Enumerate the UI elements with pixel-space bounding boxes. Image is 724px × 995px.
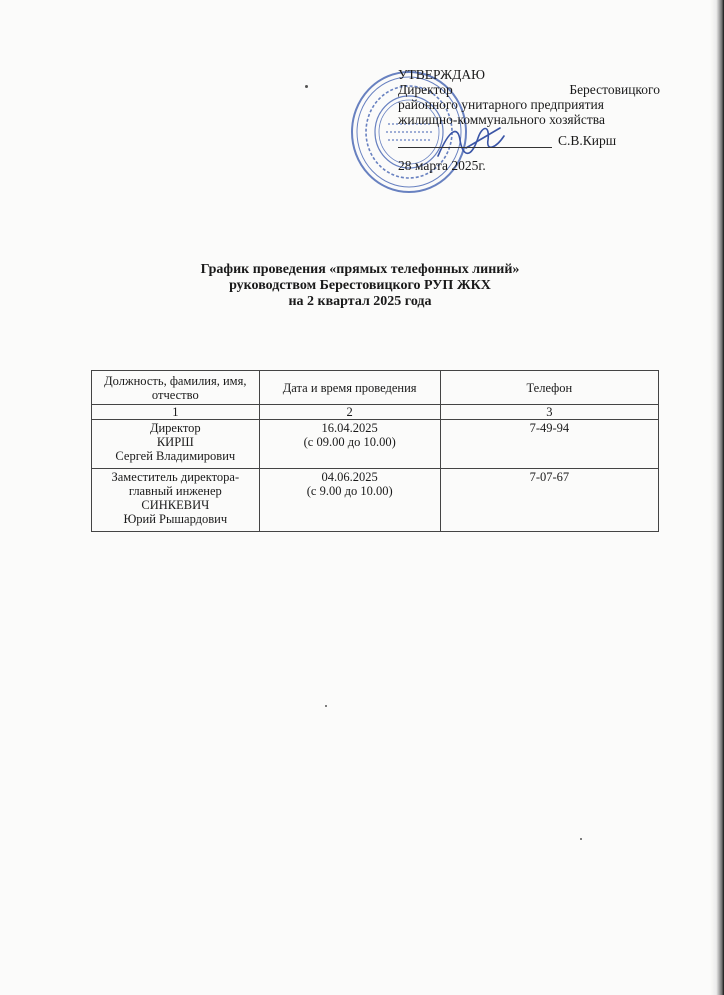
column-numbers-row: [92, 405, 659, 420]
table-header-row: [92, 371, 659, 405]
document-title: [150, 262, 570, 310]
scan-speck: [580, 838, 582, 840]
schedule-table: [91, 370, 659, 532]
surname: СИНКЕВИЧ: [141, 498, 210, 512]
approval-position-line2: районного унитарного предприятия: [398, 97, 604, 112]
given-names: Сергей Владимирович: [115, 449, 236, 463]
approval-position-left: Директор: [398, 82, 453, 97]
cell-phone: 7-07-67: [440, 469, 658, 532]
position-title: Заместитель директора-: [111, 470, 240, 484]
title-line-1: График проведения «прямых телефонных линий»: [200, 262, 520, 277]
time-range: (с 09.00 до 10.00): [303, 435, 396, 449]
given-names: Юрий Рышардович: [123, 512, 228, 526]
date: 16.04.2025: [321, 421, 378, 435]
title-line-3: на 2 квартал 2025 года: [288, 294, 432, 309]
position-title: Директор: [149, 421, 201, 435]
header-position: Должность, фамилия, имя, отчество: [92, 371, 260, 405]
cell-position: [92, 469, 260, 532]
scan-edge-shadow: [710, 0, 724, 995]
approval-heading: УТВЕРЖДАЮ: [398, 67, 486, 82]
table-row: [92, 420, 659, 469]
surname: КИРШ: [156, 435, 194, 449]
approval-date: 28 марта 2025г.: [398, 158, 486, 173]
column-number: 3: [440, 405, 658, 420]
header-phone: Телефон: [440, 371, 658, 405]
cell-phone: 7-49-94: [440, 420, 658, 469]
signature-line: [398, 133, 552, 148]
column-number: 1: [92, 405, 260, 420]
column-number: 2: [259, 405, 440, 420]
signature-row: [398, 133, 660, 148]
title-line-2: руководством Берестовицкого РУП ЖКХ: [229, 278, 491, 293]
cell-position: [92, 420, 260, 469]
approval-position-right: Берестовицкого: [569, 82, 660, 97]
scan-speck: [305, 85, 308, 88]
approval-position-line3: жилищно-коммунального хозяйства: [398, 112, 605, 127]
table-row: [92, 469, 659, 532]
scan-speck: [325, 705, 327, 707]
approval-block: [398, 67, 660, 173]
time-range: (с 9.00 до 10.00): [306, 484, 393, 498]
cell-datetime: [259, 469, 440, 532]
header-datetime: Дата и время проведения: [259, 371, 440, 405]
approval-position: [398, 82, 660, 97]
date: 04.06.2025: [321, 470, 378, 484]
cell-datetime: [259, 420, 440, 469]
signer-name: С.В.Кирш: [558, 133, 617, 148]
position-title-cont: главный инженер: [128, 484, 222, 498]
